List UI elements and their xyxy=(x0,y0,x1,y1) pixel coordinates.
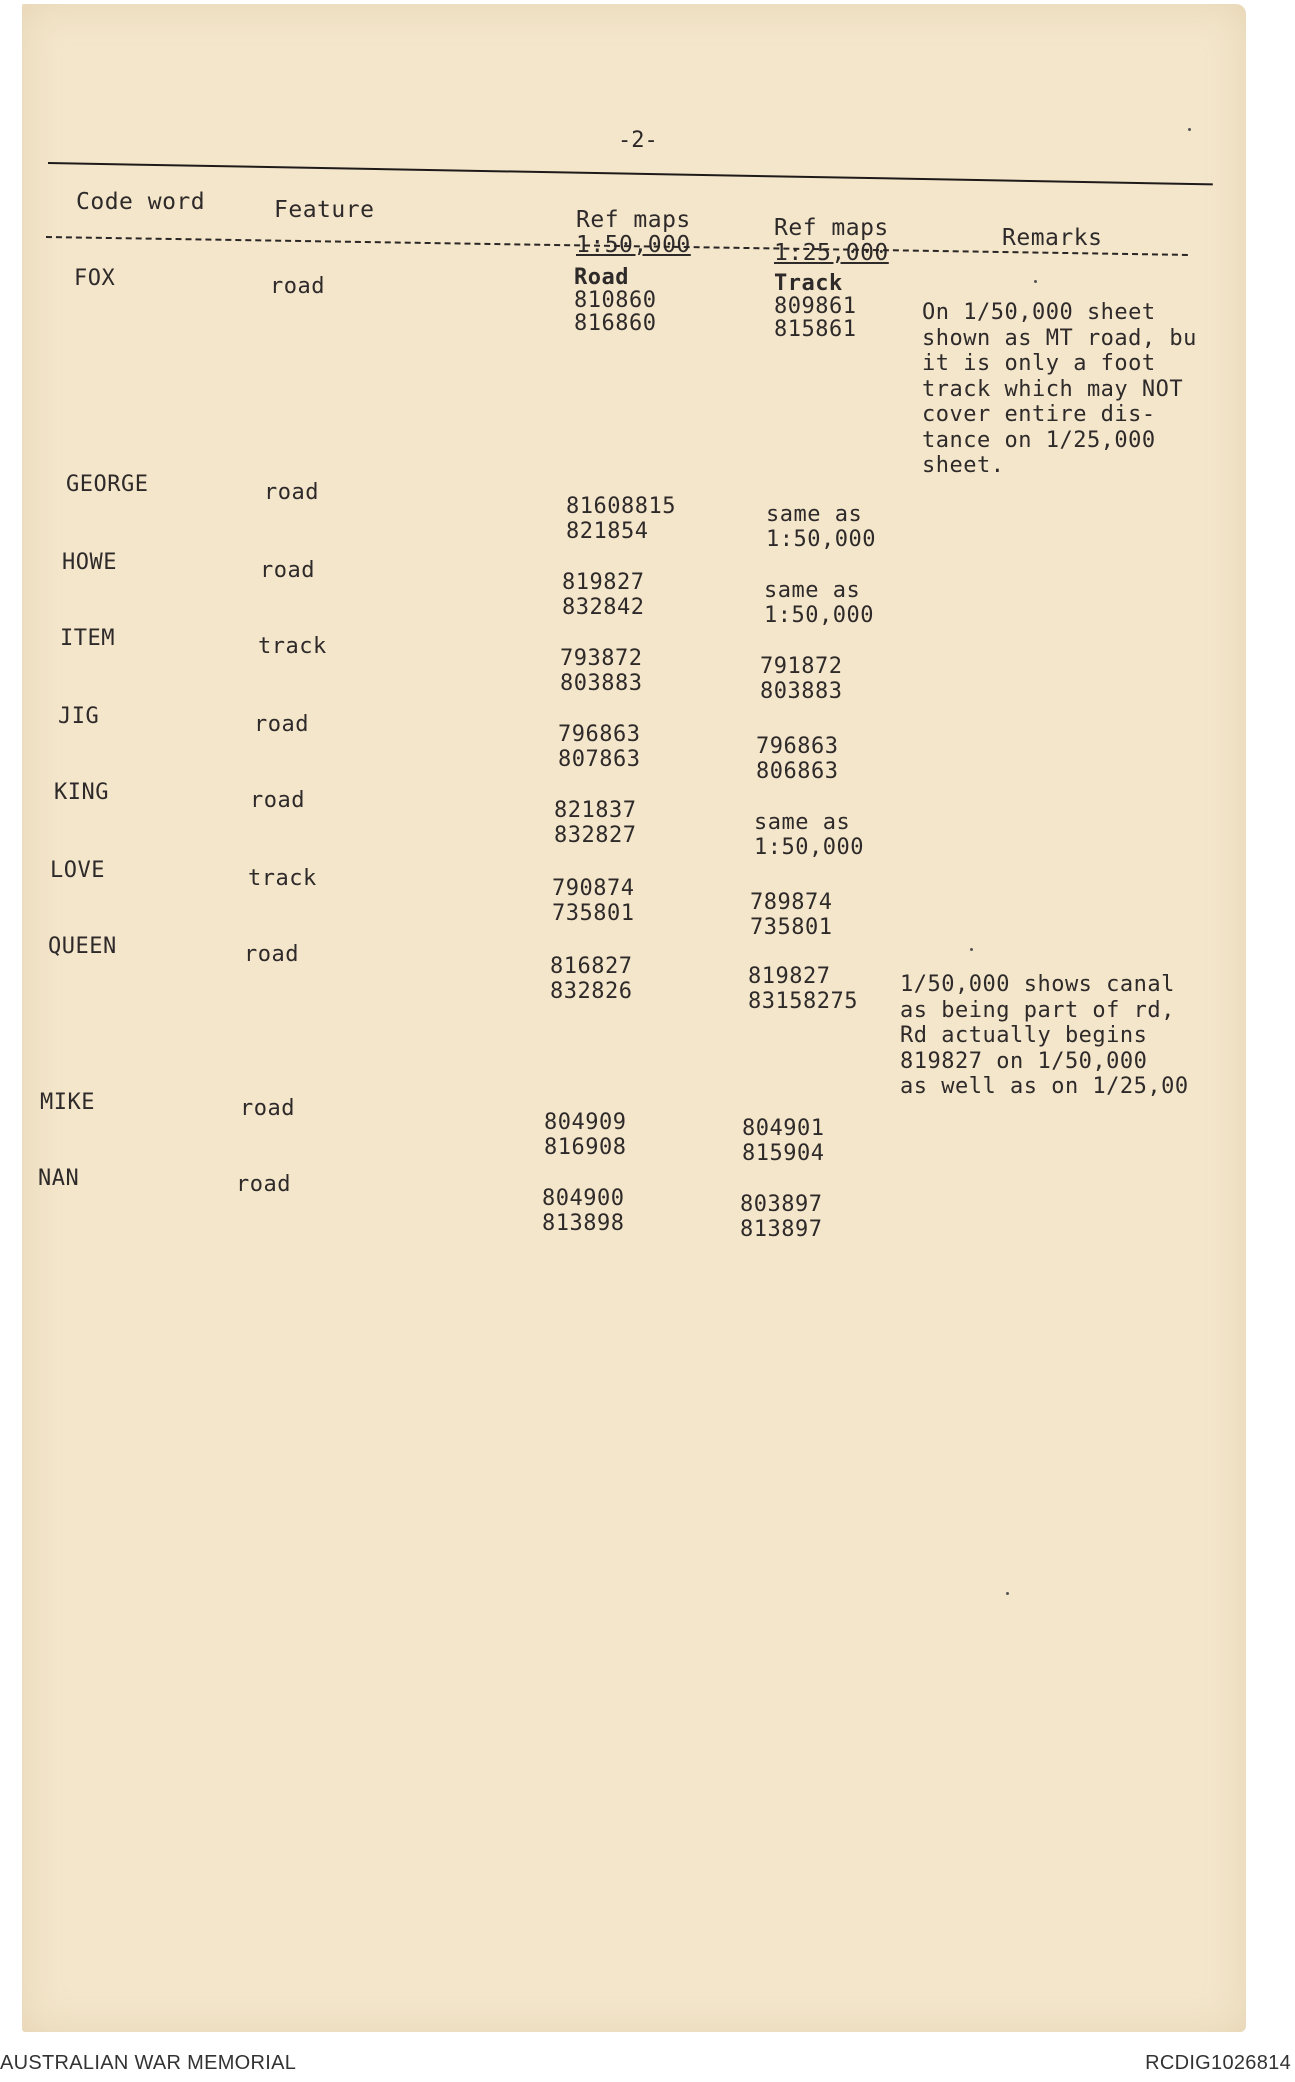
header-ref-50000: Ref maps 1:50,000 xyxy=(576,207,691,258)
row-jig-ref25: 796863 806863 xyxy=(756,734,839,784)
row-howe-feature: road xyxy=(260,558,315,583)
row-howe-code: HOWE xyxy=(62,550,117,575)
header-remarks: Remarks xyxy=(1002,225,1103,251)
row-mike-code: MIKE xyxy=(40,1090,95,1115)
row-king-feature: road xyxy=(250,788,305,813)
row-george-code: GEORGE xyxy=(66,472,149,497)
row-howe-ref50: 819827 832842 xyxy=(562,570,645,620)
row-fox-code: FOX xyxy=(74,266,116,291)
row-george-ref25: same as 1:50,000 xyxy=(766,502,876,552)
row-king-ref50: 821837 832827 xyxy=(554,798,637,848)
row-mike-feature: road xyxy=(240,1096,295,1121)
row-fox-ref50: Road 810860 816860 xyxy=(574,265,657,336)
header-code-word: Code word xyxy=(76,189,206,215)
row-jig-code: JIG xyxy=(58,704,100,729)
row-love-code: LOVE xyxy=(50,858,105,883)
row-howe-ref25: same as 1:50,000 xyxy=(764,578,874,628)
row-love-ref50: 790874 735801 xyxy=(552,876,635,926)
header-ref-25000: Ref maps 1:25,000 xyxy=(774,215,889,266)
row-nan-ref50: 804900 813898 xyxy=(542,1186,625,1236)
paper-mark xyxy=(1188,128,1191,131)
page-number: -2- xyxy=(618,128,658,153)
document-page xyxy=(22,4,1246,2032)
row-queen-feature: road xyxy=(244,942,299,967)
row-queen-remarks: 1/50,000 shows canal as being part of rd, Rd actually begins 819827 on 1/50,000 as well as on 1/25,00 xyxy=(900,972,1189,1099)
row-george-ref50: 81608815 821854 xyxy=(566,494,676,544)
header-feature: Feature xyxy=(274,197,375,223)
row-mike-ref50: 804909 816908 xyxy=(544,1110,627,1160)
row-item-ref50: 793872 803883 xyxy=(560,646,643,696)
row-fox-feature: road xyxy=(270,274,325,299)
paper-mark xyxy=(1006,1592,1009,1595)
row-nan-ref25: 803897 813897 xyxy=(740,1192,823,1242)
row-king-ref25: same as 1:50,000 xyxy=(754,810,864,860)
row-queen-ref50: 816827 832826 xyxy=(550,954,633,1004)
row-item-ref25: 791872 803883 xyxy=(760,654,843,704)
row-love-ref25: 789874 735801 xyxy=(750,890,833,940)
row-nan-code: NAN xyxy=(38,1166,80,1191)
row-jig-feature: road xyxy=(254,712,309,737)
paper-mark xyxy=(1034,280,1037,283)
header-top-rule xyxy=(48,162,1213,185)
row-fox-remarks: On 1/50,000 sheet shown as MT road, bu it is only a foot track which may NOT cover entire dis- tance on 1/25,000 sheet. xyxy=(922,300,1197,478)
row-queen-ref25: 819827 83158275 xyxy=(748,964,858,1014)
paper-mark xyxy=(970,948,973,951)
row-fox-ref25: Track 809861 815861 xyxy=(774,271,857,342)
row-love-feature: track xyxy=(248,866,317,891)
row-george-feature: road xyxy=(264,480,319,505)
row-item-feature: track xyxy=(258,634,327,659)
row-jig-ref50: 796863 807863 xyxy=(558,722,641,772)
row-nan-feature: road xyxy=(236,1172,291,1197)
footer-institution: AUSTRALIAN WAR MEMORIAL xyxy=(0,2052,297,2074)
row-king-code: KING xyxy=(54,780,109,805)
row-queen-code: QUEEN xyxy=(48,934,117,959)
row-mike-ref25: 804901 815904 xyxy=(742,1116,825,1166)
row-item-code: ITEM xyxy=(60,626,115,651)
footer-image-id: RCDIG1026814 xyxy=(1145,2052,1291,2074)
